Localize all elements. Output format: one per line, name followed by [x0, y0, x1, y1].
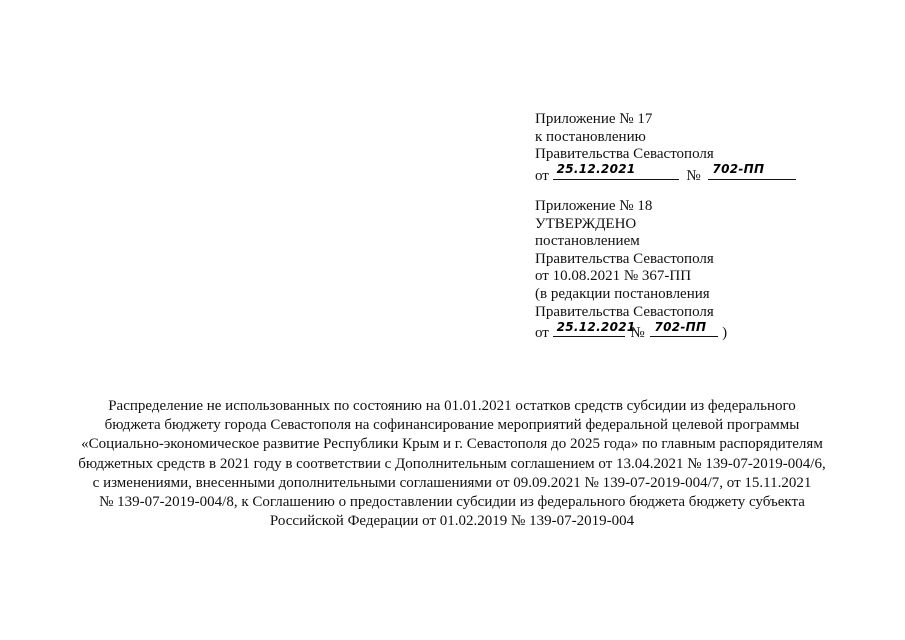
appendix-18-ref-line [535, 321, 727, 343]
appendix-17-header [535, 111, 796, 185]
handwritten-number: 702-ПП [712, 162, 765, 177]
date-fill-line [553, 164, 679, 180]
number-fill-line [650, 321, 718, 337]
number-label: № [686, 167, 701, 184]
title-line: «Социально-экономическое развитие Республики Крым и г. Севастополя до 2025 года» по главным распорядителям [81, 436, 823, 453]
handwritten-number: 702-ПП [654, 319, 707, 334]
title-line: Российской Федерации от 01.02.2019 № 139-07-2019-004 [269, 513, 635, 530]
from-label: от [535, 167, 549, 184]
from-label: от [535, 325, 549, 342]
title-line: с изменениями, внесенными дополнительными соглашениями от 09.09.2021 № 139-07-2019-004/7, от 15.11.2021 [92, 474, 812, 491]
appendix-18-line5: от 10.08.2021 № 367-ПП [535, 268, 692, 285]
number-fill-line [708, 164, 796, 180]
appendix-17-ref-line [535, 164, 796, 186]
document-title [52, 397, 852, 531]
appendix-18-line4: Правительства Севастополя [535, 250, 714, 267]
appendix-17-line2: к постановлению [535, 128, 646, 145]
approved-label: УТВЕРЖДЕНО [535, 215, 637, 232]
date-fill-line [553, 319, 636, 337]
appendix-17-line3: Правительства Севастополя [535, 146, 714, 163]
number-label: № [630, 325, 645, 342]
appendix-18-title: Приложение № 18 [535, 198, 653, 214]
title-line: бюджетных средств в 2021 году в соответствии с Дополнительным соглашением от 13.04.2021 № 139-07-2019-004/6, [78, 455, 826, 472]
appendix-18-header [535, 198, 727, 343]
handwritten-date: 25.12.2021 [556, 319, 636, 334]
title-line: № 139-07-2019-004/8, к Соглашению о предоставлении субсидии из федерального бюджета бюджету субъекта [99, 494, 805, 511]
appendix-17-title: Приложение № 17 [535, 111, 653, 127]
appendix-18-line3: постановлением [535, 233, 640, 250]
handwritten-date: 25.12.2021 [556, 162, 636, 177]
title-line: бюджета бюджету города Севастополя на софинансирование мероприятий федеральной целевой программы [104, 417, 800, 434]
closing-paren: ) [722, 325, 728, 342]
title-line: Распределение не использованных по состоянию на 01.01.2021 остатков средств субсидии из федерального [108, 398, 796, 414]
appendix-18-line6: (в редакции постановления [535, 285, 710, 302]
appendix-18-line7: Правительства Севастополя [535, 303, 714, 320]
